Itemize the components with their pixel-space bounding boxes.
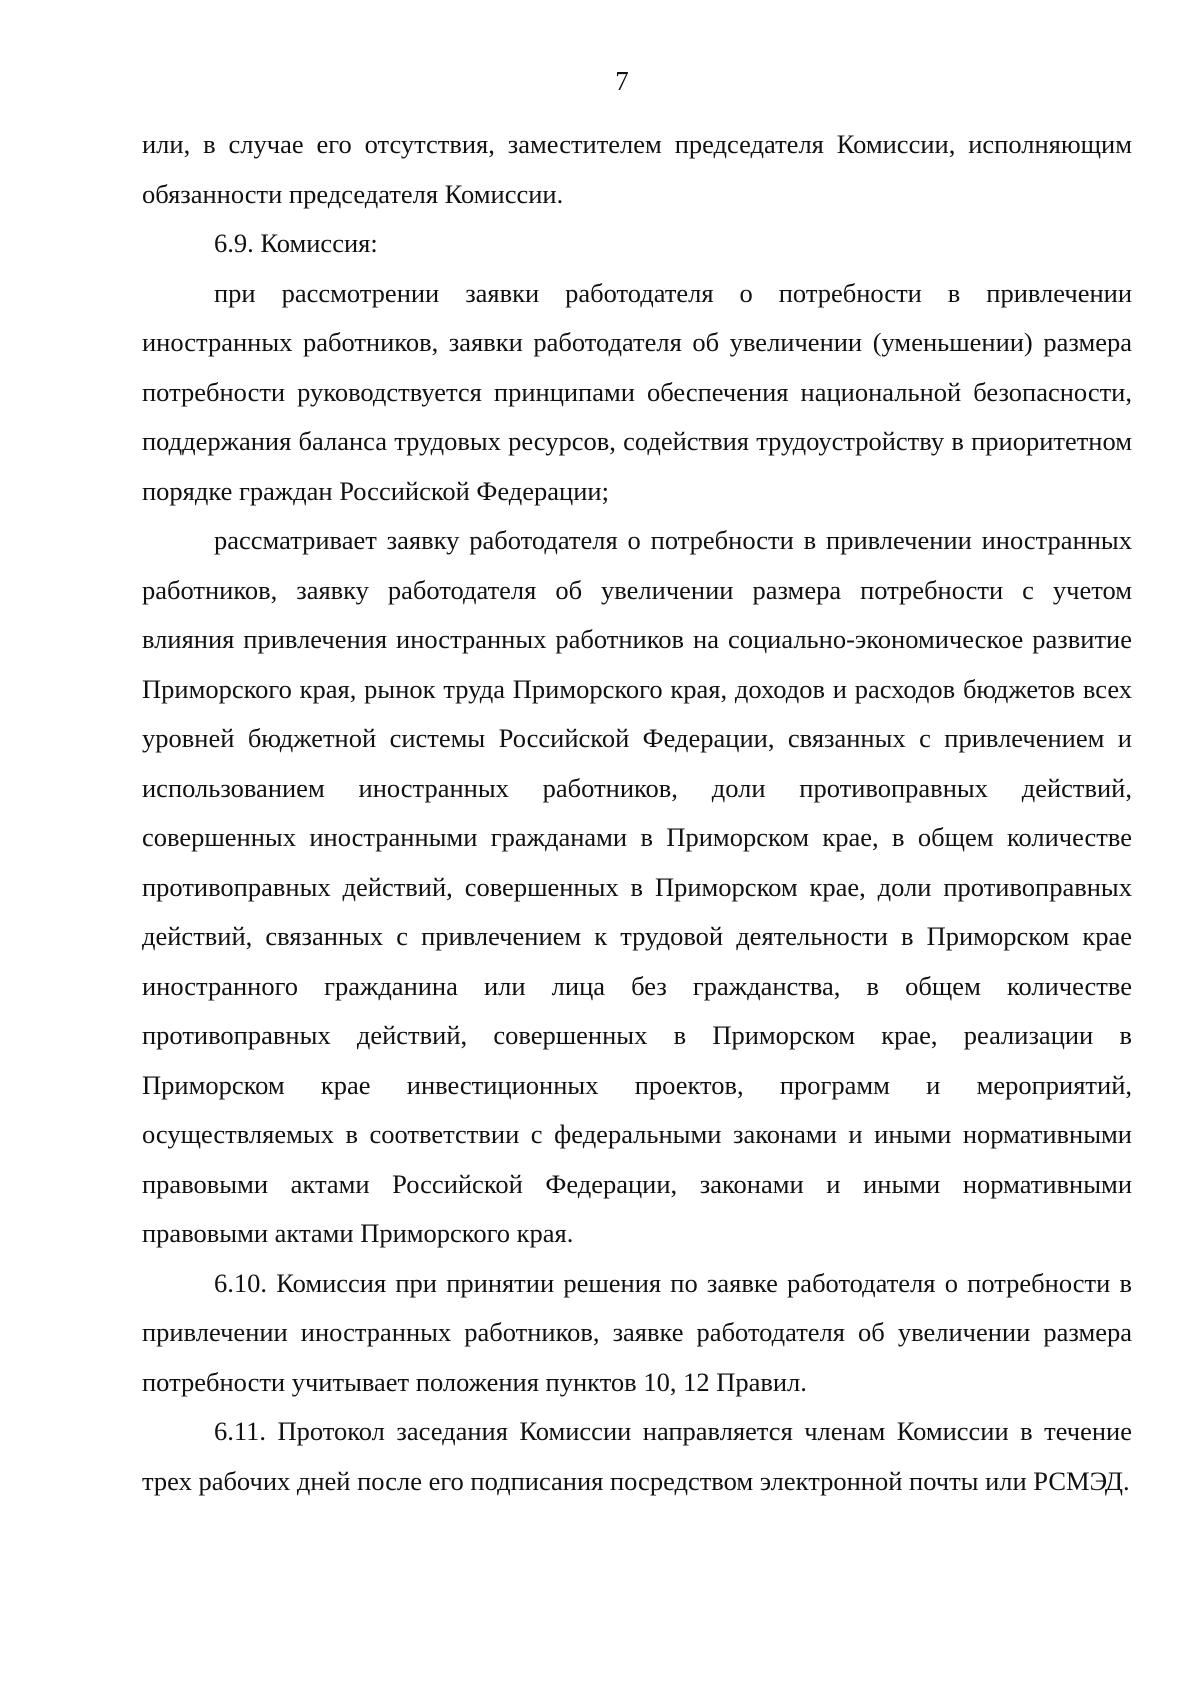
- page-number: 7: [615, 66, 629, 96]
- paragraph-section-6-10: 6.10. Комиссия при принятии решения по заявке работодателя о потребности в привлечении иностранных работников, заявке работодателя об увеличении размера потребности учитывает положения пунктов 10, 12 Правил.: [142, 1267, 1132, 1397]
- paragraph-review-principles: при рассмотрении заявки работодателя о потребности в привлечении иностранных работников, заявки работодателя об увеличении (уменьшении) размера потребности руководствуется принципами обеспечения национальной безопасности, поддержания баланса трудовых ресурсов, содействия трудоустройству в приоритетном порядке граждан Российской Федерации;: [142, 277, 1132, 506]
- paragraph-section-6-9-heading: 6.9. Комиссия:: [214, 228, 378, 258]
- paragraph-continuation: или, в случае его отсутствия, заместителем председателя Комиссии, исполняющим обязанности председателя Комиссии.: [142, 129, 1132, 209]
- document-body: [142, 120, 1132, 1506]
- paragraph-section-6-11: 6.11. Протокол заседания Комиссии направляется членам Комиссии в течение трех рабочих дней после его подписания посредством электронной почты или РСМЭД.: [142, 1416, 1132, 1496]
- paragraph-review-factors: рассматривает заявку работодателя о потребности в привлечении иностранных работников, заявку работодателя об увеличении размера потребности с учетом влияния привлечения иностранных работников на социально-экономическое развитие Приморского края, рынок труда Приморского края, доходов и расходов бюджетов всех уровней бюджетной системы Российской Федерации, связанных с привлечением и использованием иностранных работников, доли противоправных действий, совершенных иностранными гражданами в Приморском крае, в общем количестве противоправных действий, совершенных в Приморском крае, доли противоправных действий, связанных с привлечением к трудовой деятельности в Приморском крае иностранного гражданина или лица без гражданства, в общем количестве противоправных действий, совершенных в Приморском крае, реализации в Приморском крае инвестиционных проектов, программ и мероприятий, осуществляемых в соответствии с федеральными законами и иными нормативными правовыми актами Российской Федерации, законами и иными нормативными правовыми актами Приморского края.: [142, 525, 1132, 1248]
